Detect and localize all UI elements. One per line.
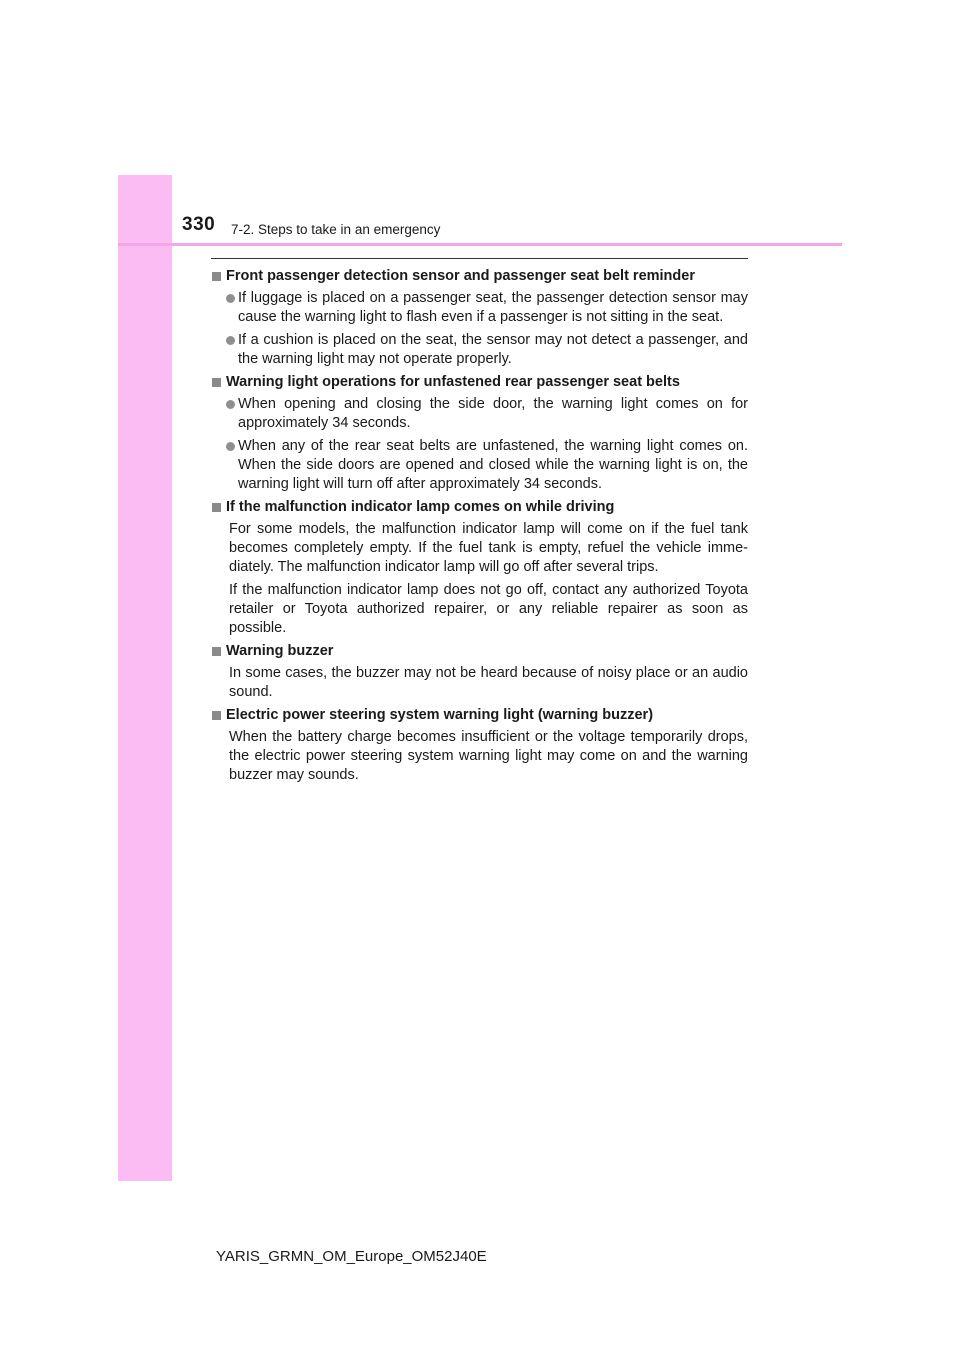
section-heading bbox=[211, 373, 748, 392]
circle-bullet-icon bbox=[226, 336, 235, 345]
circle-bullet-icon bbox=[226, 442, 235, 451]
heading-text: Electric power steering system warning light (warning buzzer) bbox=[226, 707, 654, 723]
paragraph: If the malfunction indicator lamp does not go off, contact any authorized Toyota retailer or Toyota authorized repairer, or any reliable repairer as soon as possible. bbox=[229, 582, 748, 636]
bullet-text: If luggage is placed on a passenger seat, the passenger detection sensor may cause the warning light to flash even if a passenger is not sitting in the seat. bbox=[238, 290, 748, 325]
square-bullet-icon bbox=[212, 647, 221, 656]
section-power-steering bbox=[211, 706, 748, 785]
paragraph: In some cases, the buzzer may not be heard because of noisy place or an audio sound. bbox=[229, 665, 748, 700]
section-heading bbox=[211, 706, 748, 725]
content-body bbox=[211, 258, 748, 789]
bullet-text: If a cushion is placed on the seat, the sensor may not detect a passenger, and the warning light may not operate properly. bbox=[238, 332, 748, 367]
section-heading bbox=[211, 498, 748, 517]
section-heading bbox=[211, 267, 748, 286]
bullet-text: When opening and closing the side door, the warning light comes on for approximately 34 seconds. bbox=[238, 396, 748, 431]
side-tab-band bbox=[118, 175, 172, 1181]
header-rule bbox=[118, 243, 842, 246]
circle-bullet-icon bbox=[226, 400, 235, 409]
list-item bbox=[226, 289, 748, 327]
paragraph: For some models, the malfunction indicator lamp will come on if the fuel tank becomes completely empty. If the fuel tank is empty, refuel the vehicle imme-diately. The malfunction indicator lamp will go off after several trips. bbox=[229, 521, 748, 575]
section-warning-buzzer bbox=[211, 642, 748, 702]
square-bullet-icon bbox=[212, 378, 221, 387]
square-bullet-icon bbox=[212, 272, 221, 281]
page-number: 330 bbox=[182, 214, 216, 235]
square-bullet-icon bbox=[212, 711, 221, 720]
heading-text: Warning buzzer bbox=[226, 643, 334, 659]
section-malfunction-lamp bbox=[211, 498, 748, 638]
section-rear-seat-belts bbox=[211, 373, 748, 494]
footer-doc-code: YARIS_GRMN_OM_Europe_OM52J40E bbox=[216, 1248, 487, 1265]
circle-bullet-icon bbox=[226, 294, 235, 303]
list-item bbox=[226, 395, 748, 433]
list-item bbox=[226, 437, 748, 494]
list-item bbox=[226, 331, 748, 369]
heading-text: Warning light operations for unfastened rear passenger seat belts bbox=[226, 374, 680, 390]
square-bullet-icon bbox=[212, 503, 221, 512]
heading-text: Front passenger detection sensor and passenger seat belt reminder bbox=[226, 268, 695, 284]
section-title: 7-2. Steps to take in an emergency bbox=[231, 222, 441, 237]
section-heading bbox=[211, 642, 748, 661]
heading-text: If the malfunction indicator lamp comes on while driving bbox=[226, 499, 615, 515]
section-passenger-sensor bbox=[211, 267, 748, 369]
paragraph: When the battery charge becomes insufficient or the voltage temporarily drops, the electric power steering system warning light may come on and the warning buzzer may sounds. bbox=[229, 729, 748, 783]
bullet-text: When any of the rear seat belts are unfastened, the warning light comes on. When the side doors are opened and closed while the warning light is on, the warning light will turn off after approximately 34 seconds. bbox=[238, 438, 748, 492]
